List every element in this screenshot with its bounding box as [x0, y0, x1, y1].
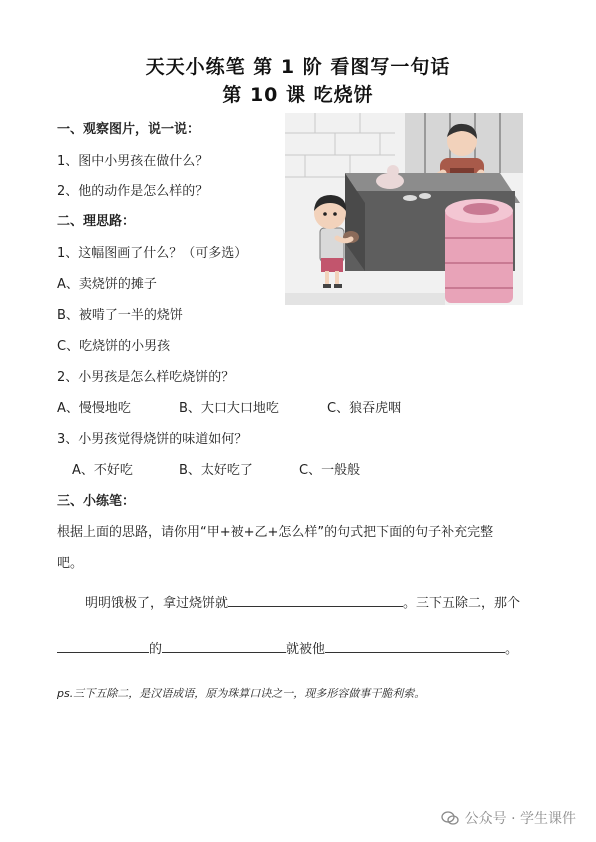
sentence-line-2 — [57, 638, 518, 657]
sentence-part-4: 就被他 — [286, 642, 326, 657]
instruction-line-2: 吧。 — [57, 556, 84, 571]
sentence-part-5: 。 — [505, 642, 519, 657]
lesson-title: 第 10 课 吃烧饼 — [222, 84, 374, 106]
q1-option-b[interactable]: B、被啃了一半的烧饼 — [57, 308, 183, 323]
section3-heading: 三、小练笔： — [57, 494, 136, 509]
q1-option-a[interactable]: A、卖烧饼的摊子 — [57, 277, 157, 292]
blank-2[interactable] — [57, 638, 149, 653]
footnote: ps.三下五除二，是汉语成语，原为珠算口诀之一，现多形容做事干脆利索。 — [57, 687, 426, 700]
boy-eating-shaobing-illustration — [285, 113, 523, 305]
section2-heading: 二、理思路： — [57, 214, 136, 229]
q3-option-b[interactable]: B、太好吃了 — [179, 463, 253, 478]
q2-option-b[interactable]: B、大口大口地吃 — [179, 401, 279, 416]
blank-1[interactable] — [228, 592, 403, 607]
q2-option-a[interactable]: A、慢慢地吃 — [57, 401, 131, 416]
blank-4[interactable] — [325, 638, 505, 653]
wechat-icon — [441, 811, 459, 825]
sentence-part-2: 。三下五除二，那个 — [403, 596, 521, 611]
page-title: 天天小练笔 第 1 阶 看图写一句话 — [145, 56, 451, 78]
section1-heading: 一、观察图片，说一说： — [57, 122, 201, 137]
section2-question-2: 2、小男孩是怎么样吃烧饼的？ — [57, 370, 235, 385]
sentence-line-1 — [85, 592, 520, 611]
watermark — [441, 808, 576, 828]
q3-option-c[interactable]: C、一般般 — [299, 463, 361, 478]
instruction-line-1: 根据上面的思路，请你用“甲+被+乙+怎么样”的句式把下面的句子补充完整 — [57, 525, 494, 540]
sentence-part-3: 的 — [149, 642, 163, 657]
section2-question-1: 1、这幅图画了什么？（可多选） — [57, 246, 248, 261]
section2-question-3: 3、小男孩觉得烧饼的味道如何？ — [57, 432, 248, 447]
q3-option-a[interactable]: A、不好吃 — [72, 463, 133, 478]
sentence-part-1: 明明饿极了，拿过烧饼就 — [85, 596, 229, 611]
q2-option-c[interactable]: C、狼吞虎咽 — [327, 401, 402, 416]
watermark-text: 公众号 · 学生课件 — [464, 811, 576, 827]
section1-question-2: 2、他的动作是怎么样的？ — [57, 184, 209, 199]
q1-option-c[interactable]: C、吃烧饼的小男孩 — [57, 339, 171, 354]
section1-question-1: 1、图中小男孩在做什么？ — [57, 154, 209, 169]
blank-3[interactable] — [162, 638, 286, 653]
